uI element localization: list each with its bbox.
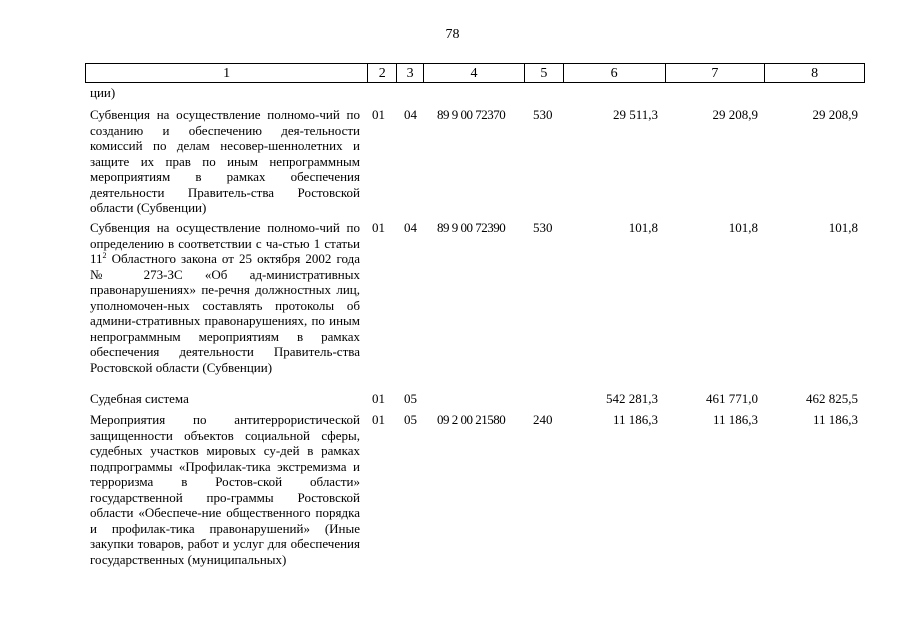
row-description xyxy=(90,220,360,375)
amount-column-7: 11 186,3 xyxy=(712,412,758,427)
row-description-part-b: Областного закона от 25 октября 2002 года № 273-ЗС «Об ад-министративных правонарушениях» пе-речня должностных лиц, уполномочен-ных составлять протоколы об админи-стративных правонарушениях, по иным непрограммным мероприятиям в рамках обеспечения деятельности Правитель-ства Ростовской области (Субвенции) xyxy=(90,251,360,375)
row-description: Мероприятия по антитеррористической защищенности объектов социальной сферы, судебных участков мировых су-дей в рамках подпрограммы «Профилак-тика экстремизма и терроризма в Ростов-ской области» государственной про-граммы Ростовской области «Обеспече-ние общественного порядка и профилак-тика правонарушений» (Иные закупки товаров, работ и услуг для обеспечения государственных (муниципальных) xyxy=(90,412,360,567)
target-article-code: 89 9 00 72370 xyxy=(437,107,506,122)
subsection-code: 04 xyxy=(404,220,417,235)
expense-type-code: 530 xyxy=(533,107,553,122)
subsection-code: 05 xyxy=(404,391,417,406)
expense-type-code: 240 xyxy=(533,412,553,427)
amount-column-6: 101,8 xyxy=(628,220,658,235)
column-header-5: 5 xyxy=(525,64,564,82)
section-code: 01 xyxy=(372,220,385,235)
column-header-6: 6 xyxy=(564,64,666,82)
row-description: Субвенция на осуществление полномо-чий по созданию и обеспечению дея-тельности комиссий по делам несовер-шеннолетних и защите их прав по иным непрограммным мероприятиям в рамках обеспечения деятельности Правитель-ства Ростовской области (Субвенции) xyxy=(90,107,360,215)
column-header-4: 4 xyxy=(424,64,525,82)
section-code: 01 xyxy=(372,391,385,406)
amount-column-6: 542 281,3 xyxy=(606,391,658,406)
subsection-code: 04 xyxy=(404,107,417,122)
amount-column-8: 11 186,3 xyxy=(812,412,858,427)
amount-column-8: 462 825,5 xyxy=(806,391,858,406)
page-number: 78 xyxy=(445,27,460,42)
row-description: Судебная система xyxy=(90,391,189,406)
amount-column-7: 461 771,0 xyxy=(706,391,758,406)
superscript: 2 xyxy=(102,251,107,260)
subsection-code: 05 xyxy=(404,412,417,427)
amount-column-7: 101,8 xyxy=(728,220,758,235)
column-header-1: 1 xyxy=(86,64,368,82)
target-article-code: 09 2 00 21580 xyxy=(437,412,506,427)
column-header-8: 8 xyxy=(811,66,819,81)
amount-column-8: 29 208,9 xyxy=(812,107,858,122)
amount-column-6: 11 186,3 xyxy=(612,412,658,427)
section-code: 01 xyxy=(372,412,385,427)
table-header xyxy=(85,63,865,83)
column-header-3: 3 xyxy=(397,64,424,82)
target-article-code: 89 9 00 72390 xyxy=(437,220,506,235)
row-description-part-a: Субвенция на осуществление полномо-чий по определению в соответствии с ча-стью 1 статьи 11 xyxy=(90,220,360,266)
row-description: ции) xyxy=(90,85,116,100)
column-header-2: 2 xyxy=(368,64,397,82)
column-header-7: 7 xyxy=(666,64,766,82)
amount-column-7: 29 208,9 xyxy=(712,107,758,122)
amount-column-6: 29 511,3 xyxy=(612,107,658,122)
expense-type-code: 530 xyxy=(533,220,553,235)
amount-column-8: 101,8 xyxy=(828,220,858,235)
section-code: 01 xyxy=(372,107,385,122)
